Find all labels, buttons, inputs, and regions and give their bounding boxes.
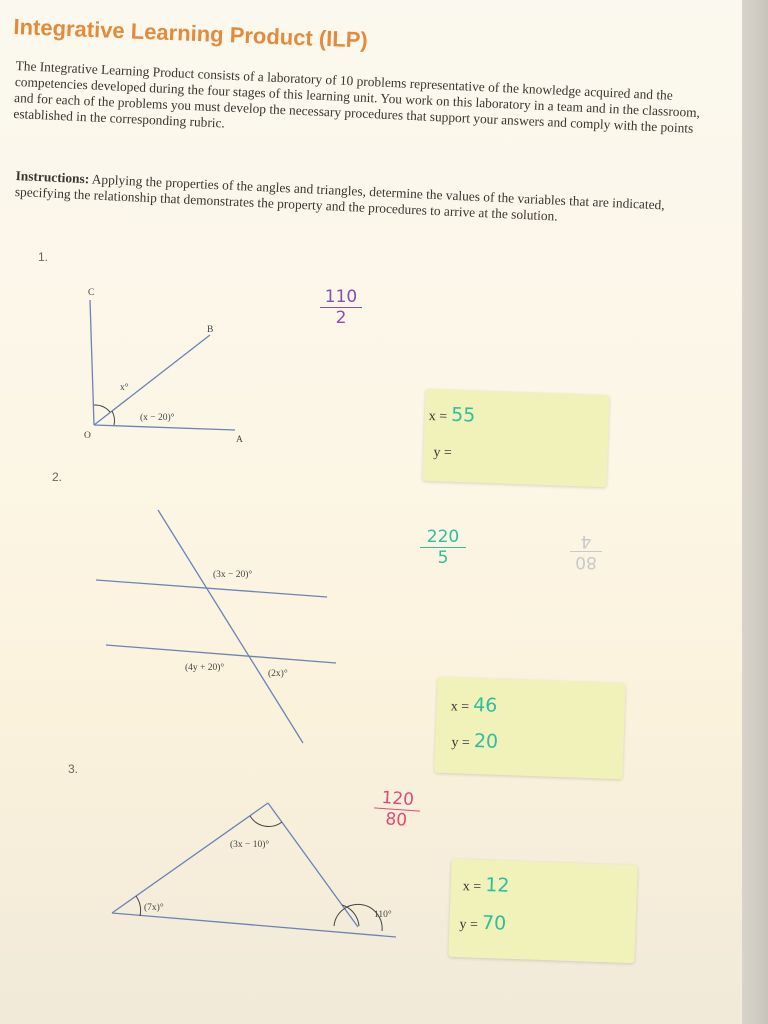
problem-3-number: 3. [68,762,79,776]
label-angle-x: x° [120,383,129,393]
label-b: B [207,325,214,335]
problem-3-scratch-work [369,788,426,831]
y-label: y = [451,735,471,751]
problem-1-y-line [433,439,456,462]
x-label: x = [462,879,482,895]
problem-2-answer-box [434,677,625,780]
problem-2-diagram [90,505,350,750]
label-a: A [236,435,243,445]
problem-2-x-value: 46 [472,694,498,717]
y-label: y = [433,445,453,461]
problem-3-x-line [463,873,510,897]
page-title: Integrative Learning Product (ILP) [13,14,369,53]
label-angle-4y-plus-20: (4y + 20)° [185,663,225,673]
problem-1-y-value [456,440,457,462]
x-label: x = [450,699,470,715]
instructions-paragraph [15,168,706,231]
problem-2-scratch-faint [566,532,606,571]
instructions-label: Instructions: [15,168,90,187]
label-o: O [84,431,91,441]
problem-1-x-line [428,403,475,427]
scratch-1-bottom: 2 [335,308,347,328]
scratch-2-bottom2: 4 [580,531,592,551]
problem-1-x-value: 55 [450,403,476,427]
problem-3-y-value: 70 [481,911,507,935]
label-angle-7x: (7x)° [144,903,164,913]
label-angle-110: 110° [374,910,392,920]
scratch-3-bottom: 80 [384,809,408,831]
problem-1-answer-box [422,389,609,487]
label-c: C [88,288,95,298]
scratch-2-bottom: 5 [437,548,449,568]
problem-3-diagram [100,795,410,945]
problem-2-y-value: 20 [473,730,499,753]
instructions-text: Applying the properties of the angles and triangles, determine the values of the variables that are indicated, specifying the relationship that demonstrates the property and the procedures to arrive at the solution. [14,171,665,224]
label-angle-2x: (2x)° [268,669,288,679]
label-angle-3x-minus-10: (3x − 10)° [230,840,270,850]
problem-3-x-value: 12 [484,873,510,897]
scratch-2-top2: 80 [575,552,597,572]
y-label: y = [459,917,479,933]
problem-2-number: 2. [52,470,63,484]
x-label: x = [428,408,448,425]
problem-2-scratch-work [416,528,470,567]
problem-1-scratch-work [316,288,366,327]
intro-paragraph: The Integrative Learning Product consists of a laboratory of 10 problems representative of the knowledge acquired and the competencies developed during the four stages of this learning unit. You work on this laboratory in a team and in the classroom, and for each of the problems you must develop the necessary procedures that support your answers and comply with the points established in the corresponding rubric. [13,58,701,136]
label-angle-3x-minus-20: (3x − 20)° [213,570,253,580]
scratch-1-top: 110 [324,287,358,307]
problem-1-number: 1. [38,250,49,264]
scratch-3-top: 120 [380,787,415,811]
problem-1-diagram [70,280,270,450]
problem-3-answer-box [448,859,637,963]
label-angle-x-minus-20: (x − 20)° [140,413,175,423]
problem-3-y-line [459,911,506,935]
problem-2-x-line [450,693,497,717]
page-edge-shadow [742,0,768,1024]
problem-2-y-line [451,729,498,753]
scratch-2-top: 220 [426,527,460,547]
